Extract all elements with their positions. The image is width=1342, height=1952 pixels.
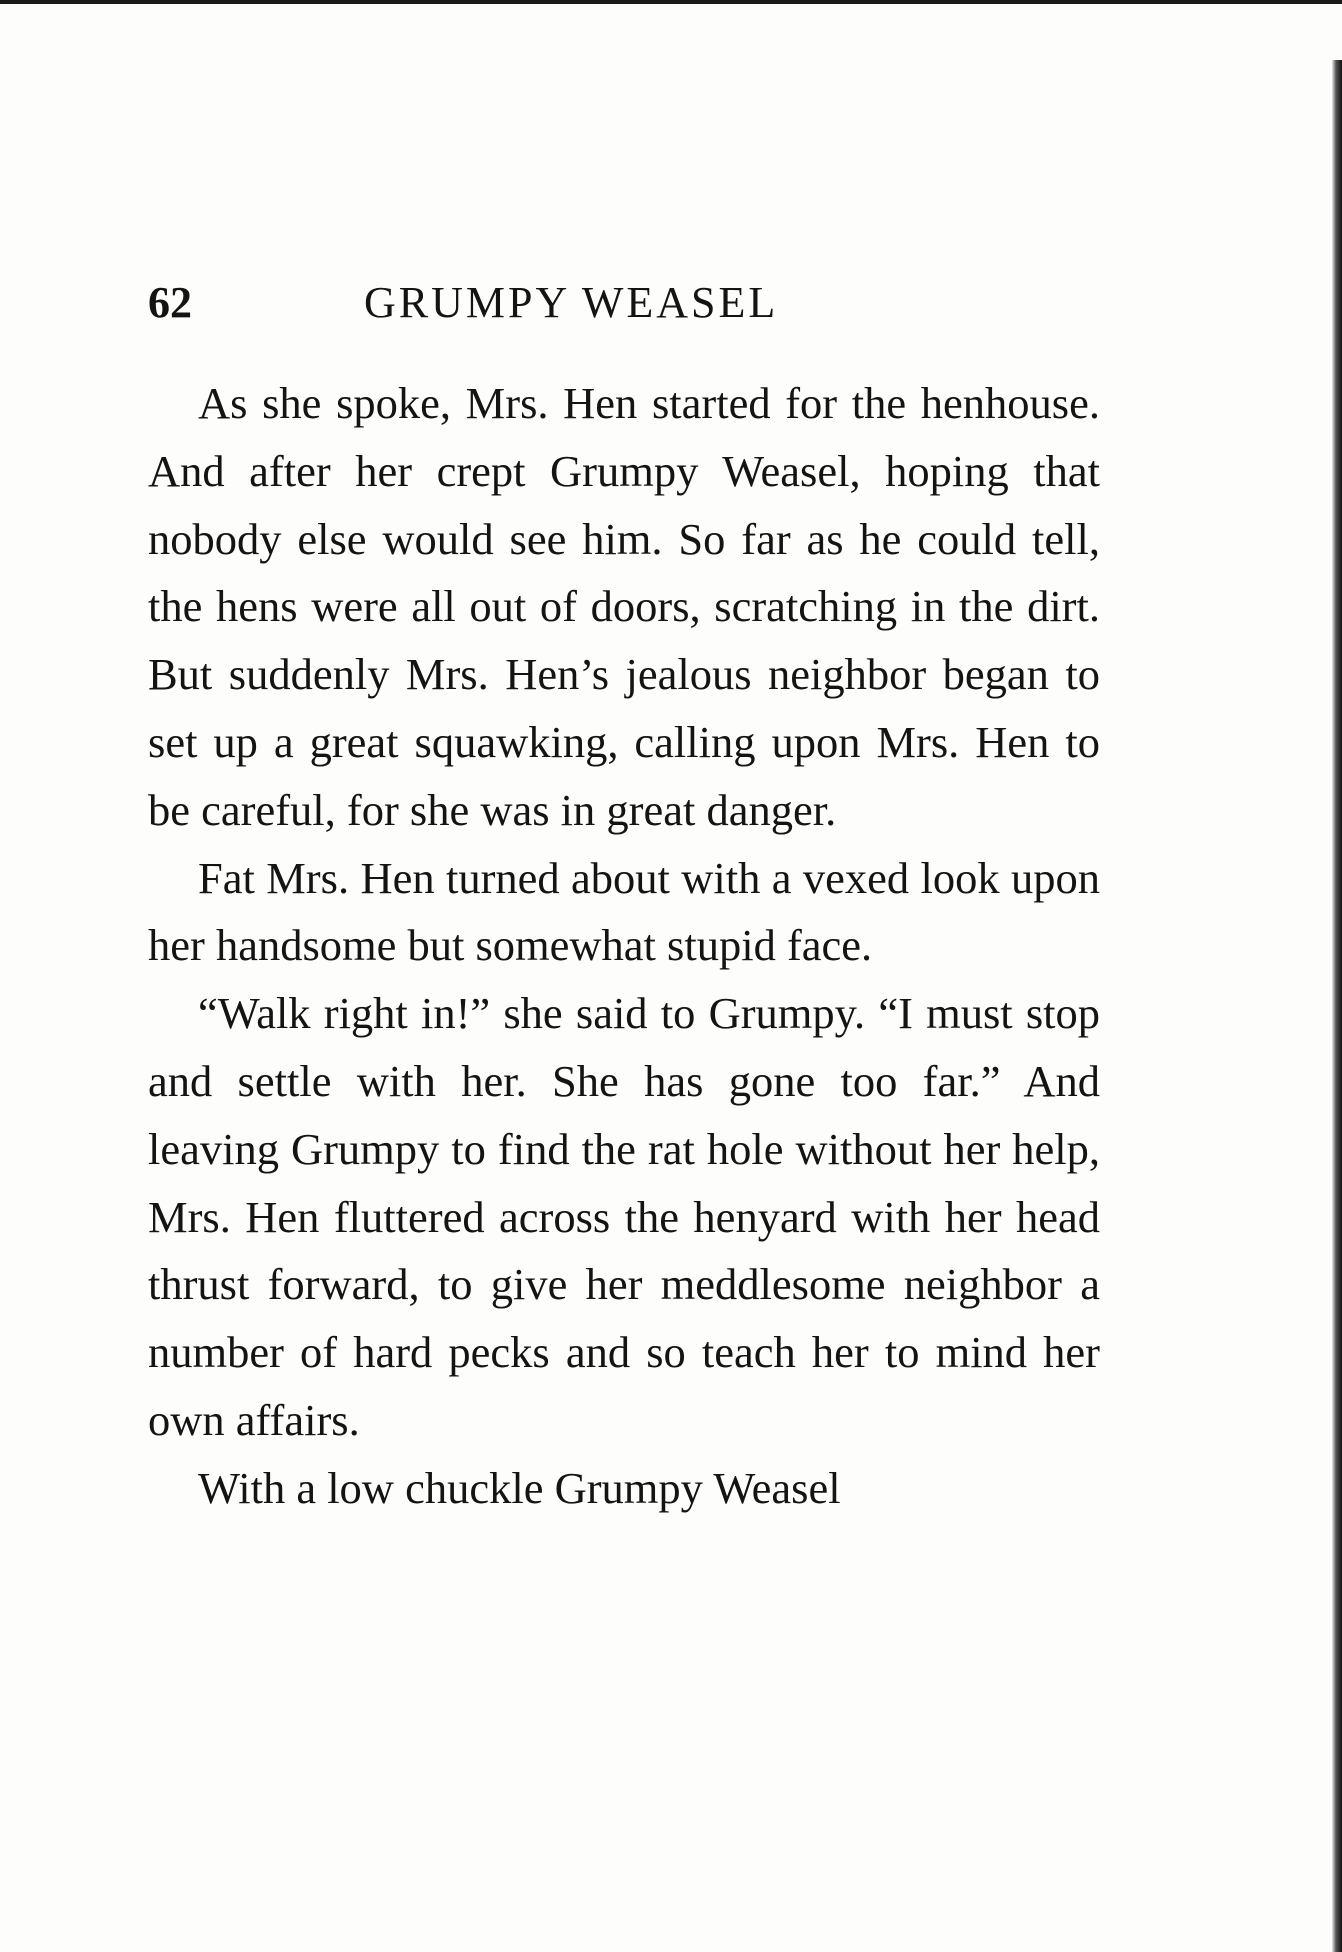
paragraph-4: With a low chuckle Grumpy Weasel bbox=[198, 1462, 841, 1513]
paragraph-3: “Walk right in!” she said to Grumpy. “I must stop and settle with her. She has gone too far.” And leaving Grumpy to find the rat hole without her help, Mrs. Hen fluttered across the henyard with her head thrust forward, to give her meddlesome neighbor a number of hard pecks and so teach her to mind her own affairs. bbox=[148, 988, 1100, 1445]
top-border-rule bbox=[0, 0, 1342, 4]
paragraph-2: Fat Mrs. Hen turned about with a vexed look upon her handsome but somewhat stupid face. bbox=[148, 852, 1100, 971]
body-text bbox=[148, 370, 1100, 1523]
page-binding-edge bbox=[1332, 60, 1342, 1952]
paragraph-1: As she spoke, Mrs. Hen started for the henhouse. And after her crept Grumpy Weasel, hoping that nobody else would see him. So far as he could tell, the hens were all out of doors, scratching in the dirt. But suddenly Mrs. Hen’s jealous neighbor began to set up a great squawking, calling upon Mrs. Hen to be careful, for she was in great danger. bbox=[148, 378, 1100, 835]
page-number: 62 bbox=[148, 278, 192, 327]
running-title: GRUMPY WEASEL bbox=[364, 278, 779, 327]
page-header bbox=[148, 268, 1100, 338]
